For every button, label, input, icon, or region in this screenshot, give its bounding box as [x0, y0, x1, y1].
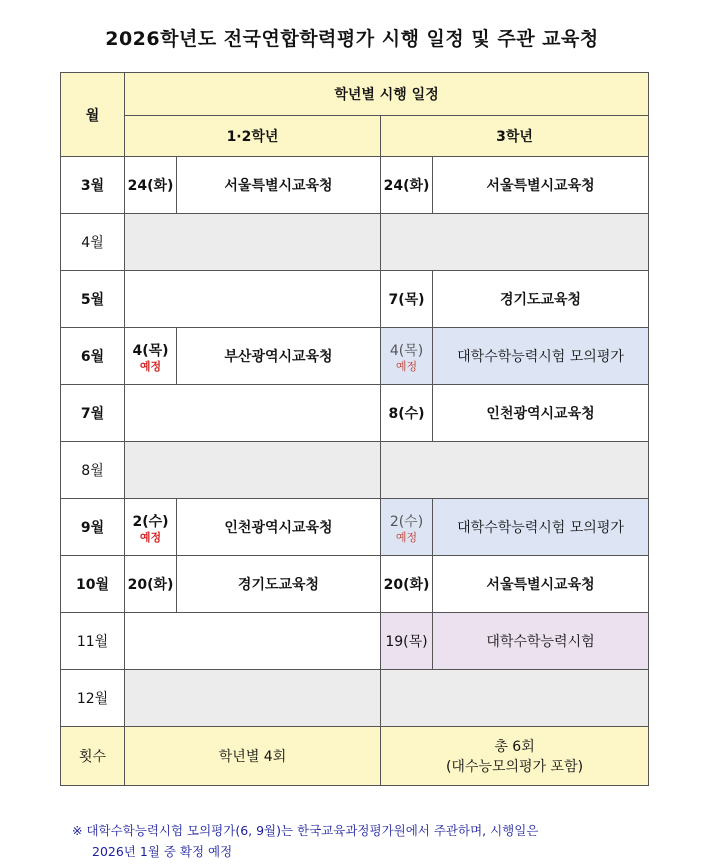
grade3-date-cell — [381, 499, 433, 556]
grade3-date: 7(목) — [381, 271, 433, 328]
grade3-date: 4(목) — [389, 342, 424, 359]
page-title: 2026학년도 전국연합학력평가 시행 일정 및 주관 교육청 — [105, 28, 599, 50]
grade12-empty — [125, 670, 381, 727]
schedule-table — [60, 72, 649, 786]
grade3-org: 인천광역시교육청 — [433, 385, 649, 442]
month-cell: 10월 — [61, 556, 125, 613]
grade3-org: 대학수학능력시험 — [433, 613, 649, 670]
grade3-date: 19(목) — [381, 613, 433, 670]
grade12-date-cell — [125, 499, 177, 556]
grade3-date-cell — [381, 328, 433, 385]
grade12-org: 인천광역시교육청 — [177, 499, 381, 556]
grade3-date: 20(화) — [381, 556, 433, 613]
grade12-date: 2(수) — [132, 513, 169, 530]
grade3-total-count: 총 6회 — [494, 739, 535, 755]
totals-label: 횟수 — [61, 727, 125, 786]
grade12-total: 학년별 4회 — [125, 727, 381, 786]
grade3-org: 대학수학능력시험 모의평가 — [433, 328, 649, 385]
grade3-empty — [381, 442, 649, 499]
footnote-line-2: 2026년 1월 중 확정 예정 — [92, 844, 233, 859]
totals-row — [61, 727, 649, 786]
tentative-badge: 예정 — [139, 359, 162, 373]
header-month: 월 — [61, 73, 125, 157]
grade12-empty — [125, 613, 381, 670]
month-cell: 12월 — [61, 670, 125, 727]
grade12-date: 20(화) — [125, 556, 177, 613]
header-grade-1-2: 1·2학년 — [125, 116, 381, 157]
table-row — [61, 442, 649, 499]
month-cell: 5월 — [61, 271, 125, 328]
footnote-line-1: ※ 대학수학능력시험 모의평가(6, 9월)는 한국교육과정평가원에서 주관하며, 시행일은 — [72, 823, 539, 838]
table-row — [61, 157, 649, 214]
table-row — [61, 328, 649, 385]
grade12-org: 경기도교육청 — [177, 556, 381, 613]
table-row — [61, 214, 649, 271]
grade3-total-note: (대수능모의평가 포함) — [445, 759, 584, 775]
grade12-date: 24(화) — [125, 157, 177, 214]
tentative-badge: 예정 — [139, 530, 162, 544]
month-cell: 3월 — [61, 157, 125, 214]
table-row — [61, 613, 649, 670]
tentative-badge: 예정 — [395, 359, 418, 373]
grade3-org: 서울특별시교육청 — [433, 157, 649, 214]
grade12-date-cell — [125, 328, 177, 385]
grade12-date: 4(목) — [132, 342, 169, 359]
header-schedule: 학년별 시행 일정 — [125, 73, 649, 116]
grade3-date: 8(수) — [381, 385, 433, 442]
grade12-empty — [125, 271, 381, 328]
month-cell: 11월 — [61, 613, 125, 670]
table-row — [61, 271, 649, 328]
table-row — [61, 499, 649, 556]
table-row — [61, 556, 649, 613]
grade3-org: 서울특별시교육청 — [433, 556, 649, 613]
grade3-org: 대학수학능력시험 모의평가 — [433, 499, 649, 556]
grade3-total — [381, 727, 649, 786]
grade3-empty — [381, 670, 649, 727]
month-cell: 6월 — [61, 328, 125, 385]
grade12-empty — [125, 385, 381, 442]
grade3-date: 24(화) — [381, 157, 433, 214]
grade12-org: 서울특별시교육청 — [177, 157, 381, 214]
tentative-badge: 예정 — [395, 530, 418, 544]
header-grade-3: 3학년 — [381, 116, 649, 157]
grade12-empty — [125, 214, 381, 271]
table-row — [61, 385, 649, 442]
footnote — [72, 820, 538, 862]
grade3-org: 경기도교육청 — [433, 271, 649, 328]
month-cell: 7월 — [61, 385, 125, 442]
grade12-org: 부산광역시교육청 — [177, 328, 381, 385]
grade3-empty — [381, 214, 649, 271]
month-cell: 8월 — [61, 442, 125, 499]
month-cell: 4월 — [61, 214, 125, 271]
month-cell: 9월 — [61, 499, 125, 556]
grade12-empty — [125, 442, 381, 499]
table-row — [61, 670, 649, 727]
grade3-date: 2(수) — [389, 513, 424, 530]
